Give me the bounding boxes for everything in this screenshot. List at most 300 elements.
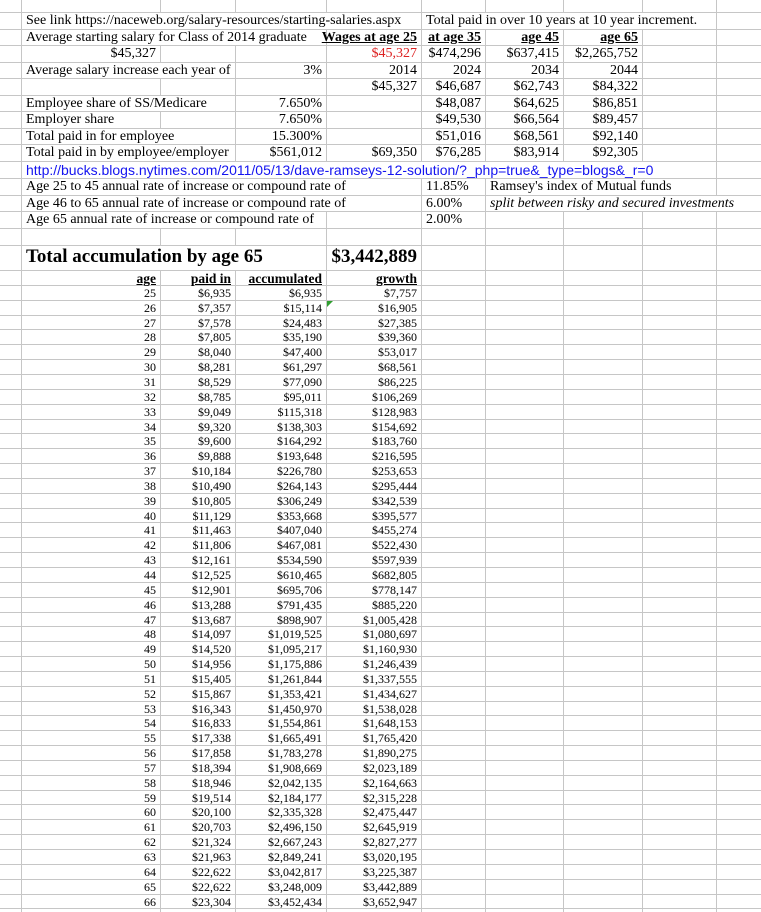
cell-growth[interactable]: $1,538,028 xyxy=(327,702,422,719)
cell-empty[interactable] xyxy=(327,129,422,146)
summary-total[interactable]: $3,442,889 xyxy=(327,246,422,270)
cell-growth[interactable]: $1,337,555 xyxy=(327,672,422,689)
cell-accumulated[interactable]: $115,318 xyxy=(236,405,327,422)
cell-paid-in[interactable]: $7,578 xyxy=(161,316,236,333)
cell-empty[interactable] xyxy=(643,79,717,96)
cell-growth[interactable]: $39,360 xyxy=(327,330,422,347)
cell-growth[interactable]: $295,444 xyxy=(327,479,422,496)
cell-empty[interactable] xyxy=(643,212,717,229)
cell-growth[interactable]: $1,890,275 xyxy=(327,746,422,763)
cell-paid-in[interactable]: $13,288 xyxy=(161,598,236,615)
cell-accumulated[interactable]: $306,249 xyxy=(236,494,327,511)
cell-empty[interactable] xyxy=(717,46,761,63)
cell-age[interactable]: 37 xyxy=(22,464,161,481)
col-header-paid-in[interactable]: paid in xyxy=(161,271,236,288)
cell-age[interactable]: 33 xyxy=(22,405,161,422)
cell-empty[interactable] xyxy=(0,162,22,180)
cell-age[interactable]: 62 xyxy=(22,835,161,852)
cell-salary-65[interactable]: $84,322 xyxy=(564,79,643,96)
cell-empty[interactable] xyxy=(0,46,22,63)
col-header-growth[interactable]: growth xyxy=(327,271,422,288)
cell-paid-in[interactable]: $12,161 xyxy=(161,553,236,570)
cell-total35[interactable]: $474,296 xyxy=(422,46,486,63)
cell-accumulated[interactable]: $2,042,135 xyxy=(236,776,327,793)
cell-age[interactable]: 59 xyxy=(22,791,161,808)
cell-growth[interactable]: $216,595 xyxy=(327,449,422,466)
cell-empty[interactable] xyxy=(643,895,717,912)
cell-growth[interactable]: $86,225 xyxy=(327,375,422,392)
cell-rate-46-65-label[interactable]: Age 46 to 65 annual rate of increase or compound rate of xyxy=(22,196,422,213)
cell-growth[interactable]: $778,147 xyxy=(327,583,422,600)
cell-accumulated[interactable]: $2,849,241 xyxy=(236,850,327,867)
cell-age[interactable]: 56 xyxy=(22,746,161,763)
cell-growth[interactable]: $183,760 xyxy=(327,434,422,451)
cell-age[interactable]: 64 xyxy=(22,865,161,882)
cell-growth[interactable]: $7,757 xyxy=(327,286,422,303)
cell-growth[interactable]: $2,315,228 xyxy=(327,791,422,808)
cell-age[interactable]: 61 xyxy=(22,820,161,837)
cell-growth[interactable]: $2,827,277 xyxy=(327,835,422,852)
cell-accumulated[interactable]: $353,668 xyxy=(236,509,327,526)
cell-age[interactable]: 44 xyxy=(22,568,161,585)
cell-accumulated[interactable]: $3,248,009 xyxy=(236,880,327,897)
cell-growth[interactable]: $1,005,428 xyxy=(327,613,422,630)
cell-empty[interactable] xyxy=(0,179,22,196)
cell-value[interactable]: $92,305 xyxy=(564,145,643,162)
cell-paid-in[interactable]: $8,529 xyxy=(161,375,236,392)
cell-age[interactable]: 34 xyxy=(22,420,161,437)
cell-employer-share-pct[interactable]: 7.650% xyxy=(236,112,327,129)
nytimes-link[interactable]: http://bucks.blogs.nytimes.com/2011/05/13/dave-ramseys-12-solution/?_php=true&_type=blogs&_r=0 xyxy=(22,162,717,180)
cell-accumulated[interactable]: $1,783,278 xyxy=(236,746,327,763)
cell-header-wages-at-25[interactable]: Wages at age 25 xyxy=(327,30,422,47)
cell-accumulated[interactable]: $1,450,970 xyxy=(236,702,327,719)
summary-title[interactable]: Total accumulation by age 65 xyxy=(22,246,327,270)
cell-start-salary[interactable]: $45,327 xyxy=(22,46,161,63)
cell-rate-25-45-label[interactable]: Age 25 to 45 annual rate of increase or compound rate of xyxy=(22,179,422,196)
cell-year-2014[interactable]: 2014 xyxy=(327,63,422,80)
cell-empty[interactable] xyxy=(22,79,161,96)
cell-empty[interactable] xyxy=(0,13,22,30)
cell-empty[interactable] xyxy=(717,229,761,245)
cell-value[interactable]: $66,564 xyxy=(486,112,564,129)
cell-rate-25-45-note[interactable]: Ramsey's index of Mutual funds xyxy=(486,179,717,196)
cell-value[interactable]: $68,561 xyxy=(486,129,564,146)
cell-value[interactable]: $76,285 xyxy=(422,145,486,162)
cell-accumulated[interactable]: $6,935 xyxy=(236,286,327,303)
cell-paid-in[interactable]: $10,805 xyxy=(161,494,236,511)
cell-paid-in[interactable]: $8,040 xyxy=(161,345,236,362)
cell-year-2044[interactable]: 2044 xyxy=(564,63,643,80)
cell-age[interactable]: 57 xyxy=(22,761,161,778)
cell-paid-in[interactable]: $9,049 xyxy=(161,405,236,422)
cell-paid-in[interactable]: $8,785 xyxy=(161,390,236,407)
cell-growth[interactable]: $1,648,153 xyxy=(327,716,422,733)
cell-rate-65-value[interactable]: 2.00% xyxy=(422,212,486,229)
cell-growth[interactable]: $3,652,947 xyxy=(327,895,422,912)
cell-salary-35[interactable]: $46,687 xyxy=(422,79,486,96)
cell-accumulated[interactable]: $2,496,150 xyxy=(236,820,327,837)
cell-total-paid-both-e[interactable]: $69,350 xyxy=(327,145,422,162)
cell-accumulated[interactable]: $1,353,421 xyxy=(236,687,327,704)
cell-growth[interactable]: $16,905 xyxy=(327,301,422,318)
cell-empty[interactable] xyxy=(717,30,761,47)
cell-total-paid-employee-pct[interactable]: 15.300% xyxy=(236,129,327,146)
cell-paid-in[interactable]: $9,888 xyxy=(161,449,236,466)
cell-paid-in[interactable]: $16,343 xyxy=(161,702,236,719)
cell-empty[interactable] xyxy=(0,196,22,213)
cell-avg-start-label[interactable]: Average starting salary for Class of 2014 graduate xyxy=(22,30,327,47)
col-header-age[interactable]: age xyxy=(22,271,161,288)
cell-header-at-age-35[interactable]: at age 35 xyxy=(422,30,486,47)
cell-growth[interactable]: $1,080,697 xyxy=(327,627,422,644)
cell-empty[interactable] xyxy=(564,229,643,245)
cell-empty[interactable] xyxy=(327,112,422,129)
cell-empty[interactable] xyxy=(564,246,643,270)
cell-age[interactable]: 29 xyxy=(22,345,161,362)
cell-accumulated[interactable]: $15,114 xyxy=(236,301,327,318)
cell-empty[interactable] xyxy=(486,212,564,229)
cell-accumulated[interactable]: $3,452,434 xyxy=(236,895,327,912)
cell-empty[interactable] xyxy=(236,0,327,12)
cell-paid-in[interactable]: $12,525 xyxy=(161,568,236,585)
cell-growth[interactable]: $682,805 xyxy=(327,568,422,585)
cell-empty[interactable] xyxy=(717,79,761,96)
cell-accumulated[interactable]: $791,435 xyxy=(236,598,327,615)
cell-empty[interactable] xyxy=(717,63,761,80)
cell-accumulated[interactable]: $95,011 xyxy=(236,390,327,407)
cell-empty[interactable] xyxy=(564,895,643,912)
cell-paid-in[interactable]: $13,687 xyxy=(161,613,236,630)
cell-accumulated[interactable]: $1,908,669 xyxy=(236,761,327,778)
cell-salary-45[interactable]: $62,743 xyxy=(486,79,564,96)
cell-accumulated[interactable]: $35,190 xyxy=(236,330,327,347)
cell-empty[interactable] xyxy=(236,79,327,96)
cell-year-2024[interactable]: 2024 xyxy=(422,63,486,80)
cell-age[interactable]: 63 xyxy=(22,850,161,867)
cell-empty[interactable] xyxy=(236,46,327,63)
cell-growth[interactable]: $68,561 xyxy=(327,360,422,377)
cell-empty[interactable] xyxy=(327,212,422,229)
cell-empty[interactable] xyxy=(0,79,22,96)
cell-growth[interactable]: $522,430 xyxy=(327,538,422,555)
cell-paid-in[interactable]: $17,858 xyxy=(161,746,236,763)
cell-accumulated[interactable]: $534,590 xyxy=(236,553,327,570)
cell-paid-in[interactable]: $14,956 xyxy=(161,657,236,674)
cell-empty[interactable] xyxy=(0,212,22,229)
cell-age[interactable]: 25 xyxy=(22,286,161,303)
cell-empty[interactable] xyxy=(0,0,22,12)
cell-salary-25[interactable]: $45,327 xyxy=(327,79,422,96)
cell-empty[interactable] xyxy=(717,112,761,129)
cell-paid-in[interactable]: $20,703 xyxy=(161,820,236,837)
cell-value[interactable]: $51,016 xyxy=(422,129,486,146)
cell-value[interactable]: $83,914 xyxy=(486,145,564,162)
cell-paid-in[interactable]: $18,946 xyxy=(161,776,236,793)
cell-accumulated[interactable]: $226,780 xyxy=(236,464,327,481)
cell-empty[interactable] xyxy=(486,0,564,12)
cell-age[interactable]: 50 xyxy=(22,657,161,674)
cell-age[interactable]: 43 xyxy=(22,553,161,570)
cell-age[interactable]: 60 xyxy=(22,805,161,822)
cell-age[interactable]: 30 xyxy=(22,360,161,377)
cell-age[interactable]: 38 xyxy=(22,479,161,496)
cell-accumulated[interactable]: $1,261,844 xyxy=(236,672,327,689)
cell-empty[interactable] xyxy=(564,212,643,229)
cell-wages25-value[interactable]: $45,327 xyxy=(327,46,422,63)
cell-growth[interactable]: $2,164,663 xyxy=(327,776,422,793)
cell-growth[interactable]: $2,023,189 xyxy=(327,761,422,778)
cell-accumulated[interactable]: $2,667,243 xyxy=(236,835,327,852)
cell-empty[interactable] xyxy=(717,96,761,113)
cell-employer-share-label[interactable]: Employer share xyxy=(22,112,161,129)
cell-empty[interactable] xyxy=(0,30,22,47)
cell-paid-in[interactable]: $11,129 xyxy=(161,509,236,526)
cell-growth[interactable]: $128,983 xyxy=(327,405,422,422)
cell-paid-in[interactable]: $15,405 xyxy=(161,672,236,689)
cell-year-2034[interactable]: 2034 xyxy=(486,63,564,80)
cell-growth[interactable]: $455,274 xyxy=(327,523,422,540)
cell-total-paid-both-label[interactable]: Total paid in by employee/employer xyxy=(22,145,236,162)
cell-age[interactable]: 53 xyxy=(22,702,161,719)
cell-total-paid-employee-label[interactable]: Total paid in for employee xyxy=(22,129,236,146)
cell-value[interactable]: $92,140 xyxy=(564,129,643,146)
cell-accumulated[interactable]: $138,303 xyxy=(236,420,327,437)
cell-empty[interactable] xyxy=(486,229,564,245)
cell-accumulated[interactable]: $164,292 xyxy=(236,434,327,451)
cell-age[interactable]: 32 xyxy=(22,390,161,407)
cell-paid-in[interactable]: $10,184 xyxy=(161,464,236,481)
cell-value[interactable]: $89,457 xyxy=(564,112,643,129)
cell-empty[interactable] xyxy=(0,895,22,912)
cell-total45[interactable]: $637,415 xyxy=(486,46,564,63)
cell-paid-in[interactable]: $6,935 xyxy=(161,286,236,303)
cell-age[interactable]: 54 xyxy=(22,716,161,733)
cell-age[interactable]: 40 xyxy=(22,509,161,526)
cell-growth[interactable]: $1,765,420 xyxy=(327,731,422,748)
cell-growth[interactable]: $253,653 xyxy=(327,464,422,481)
cell-age[interactable]: 39 xyxy=(22,494,161,511)
cell-growth[interactable]: $1,160,930 xyxy=(327,642,422,659)
cell-empty[interactable] xyxy=(643,46,717,63)
cell-see-link[interactable]: See link https://naceweb.org/salary-resources/starting-salaries.aspx xyxy=(22,13,422,30)
cell-empty[interactable] xyxy=(643,246,717,270)
cell-empty[interactable] xyxy=(643,96,717,113)
cell-value[interactable]: $48,087 xyxy=(422,96,486,113)
cell-increase-label[interactable]: Average salary increase each year of xyxy=(22,63,236,80)
cell-empty[interactable] xyxy=(486,895,564,912)
cell-paid-in[interactable]: $9,320 xyxy=(161,420,236,437)
cell-employee-share-pct[interactable]: 7.650% xyxy=(236,96,327,113)
cell-age[interactable]: 26 xyxy=(22,301,161,318)
cell-employee-share-label[interactable]: Employee share of SS/Medicare xyxy=(22,96,236,113)
cell-empty[interactable] xyxy=(486,246,564,270)
cell-accumulated[interactable]: $24,483 xyxy=(236,316,327,333)
cell-accumulated[interactable]: $2,184,177 xyxy=(236,791,327,808)
col-header-accumulated[interactable]: accumulated xyxy=(236,271,327,288)
cell-age[interactable]: 31 xyxy=(22,375,161,392)
cell-growth[interactable]: $885,220 xyxy=(327,598,422,615)
cell-empty[interactable] xyxy=(717,179,761,196)
cell-empty[interactable] xyxy=(717,162,761,180)
cell-paid-in[interactable]: $17,338 xyxy=(161,731,236,748)
cell-accumulated[interactable]: $1,019,525 xyxy=(236,627,327,644)
cell-paid-in[interactable]: $15,867 xyxy=(161,687,236,704)
cell-empty[interactable] xyxy=(161,229,236,245)
cell-accumulated[interactable]: $264,143 xyxy=(236,479,327,496)
cell-accumulated[interactable]: $1,175,886 xyxy=(236,657,327,674)
cell-total65[interactable]: $2,265,752 xyxy=(564,46,643,63)
cell-paid-in[interactable]: $11,463 xyxy=(161,523,236,540)
cell-value[interactable]: $86,851 xyxy=(564,96,643,113)
cell-paid-in[interactable]: $9,600 xyxy=(161,434,236,451)
cell-value[interactable]: $64,625 xyxy=(486,96,564,113)
cell-empty[interactable] xyxy=(717,145,761,162)
cell-empty[interactable] xyxy=(717,212,761,229)
cell-empty[interactable] xyxy=(161,46,236,63)
cell-growth[interactable]: $3,225,387 xyxy=(327,865,422,882)
cell-growth[interactable]: $3,442,889 xyxy=(327,880,422,897)
cell-age[interactable]: 52 xyxy=(22,687,161,704)
cell-empty[interactable] xyxy=(643,112,717,129)
cell-empty[interactable] xyxy=(0,229,22,245)
cell-empty[interactable] xyxy=(717,129,761,146)
cell-empty[interactable] xyxy=(422,229,486,245)
cell-accumulated[interactable]: $467,081 xyxy=(236,538,327,555)
cell-paid-in[interactable]: $8,281 xyxy=(161,360,236,377)
cell-paid-in[interactable]: $21,324 xyxy=(161,835,236,852)
cell-age[interactable]: 65 xyxy=(22,880,161,897)
cell-empty[interactable] xyxy=(327,229,422,245)
cell-rate-65-label[interactable]: Age 65 annual rate of increase or compound rate of xyxy=(22,212,327,229)
cell-paid-in[interactable]: $20,100 xyxy=(161,805,236,822)
cell-growth[interactable]: $27,385 xyxy=(327,316,422,333)
cell-empty[interactable] xyxy=(236,229,327,245)
cell-paid-in[interactable]: $11,806 xyxy=(161,538,236,555)
cell-paid-in[interactable]: $7,357 xyxy=(161,301,236,318)
cell-header-age-45[interactable]: age 45 xyxy=(486,30,564,47)
cell-rate-46-65-note[interactable]: split between risky and secured investments xyxy=(490,195,735,211)
cell-rate-25-45-value[interactable]: 11.85% xyxy=(422,179,486,196)
cell-header-age-65[interactable]: age 65 xyxy=(564,30,643,47)
cell-age[interactable]: 49 xyxy=(22,642,161,659)
cell-age[interactable]: 28 xyxy=(22,330,161,347)
cell-accumulated[interactable]: $61,297 xyxy=(236,360,327,377)
cell-age[interactable]: 42 xyxy=(22,538,161,555)
cell-age[interactable]: 58 xyxy=(22,776,161,793)
cell-paid-in[interactable]: $12,901 xyxy=(161,583,236,600)
cell-age[interactable]: 36 xyxy=(22,449,161,466)
cell-empty[interactable] xyxy=(161,112,236,129)
cell-accumulated[interactable]: $47,400 xyxy=(236,345,327,362)
cell-accumulated[interactable]: $1,665,491 xyxy=(236,731,327,748)
cell-empty[interactable] xyxy=(22,0,161,12)
cell-empty[interactable] xyxy=(422,895,486,912)
cell-empty[interactable] xyxy=(0,246,22,270)
cell-age[interactable]: 47 xyxy=(22,613,161,630)
cell-empty[interactable] xyxy=(643,229,717,245)
cell-empty[interactable] xyxy=(643,63,717,80)
cell-paid-in[interactable]: $18,394 xyxy=(161,761,236,778)
cell-accumulated[interactable]: $193,648 xyxy=(236,449,327,466)
cell-empty[interactable] xyxy=(717,246,761,270)
cell-empty[interactable] xyxy=(422,246,486,270)
cell-paid-in[interactable]: $14,520 xyxy=(161,642,236,659)
cell-paid-in[interactable]: $19,514 xyxy=(161,791,236,808)
cell-empty[interactable] xyxy=(0,129,22,146)
cell-empty[interactable] xyxy=(0,112,22,129)
cell-growth[interactable]: $395,577 xyxy=(327,509,422,526)
cell-empty[interactable] xyxy=(0,63,22,80)
cell-empty[interactable] xyxy=(564,0,643,12)
cell-accumulated[interactable]: $77,090 xyxy=(236,375,327,392)
cell-age[interactable]: 51 xyxy=(22,672,161,689)
cell-growth[interactable]: $1,246,439 xyxy=(327,657,422,674)
cell-total-paid-both-d[interactable]: $561,012 xyxy=(236,145,327,162)
cell-accumulated[interactable]: $610,465 xyxy=(236,568,327,585)
cell-paid-in[interactable]: $23,304 xyxy=(161,895,236,912)
cell-empty[interactable] xyxy=(643,0,717,12)
cell-accumulated[interactable]: $2,335,328 xyxy=(236,805,327,822)
cell-age[interactable]: 41 xyxy=(22,523,161,540)
cell-age[interactable]: 45 xyxy=(22,583,161,600)
cell-age[interactable]: 66 xyxy=(22,895,161,912)
cell-paid-in[interactable]: $7,805 xyxy=(161,330,236,347)
cell-growth[interactable]: $3,020,195 xyxy=(327,850,422,867)
cell-empty[interactable] xyxy=(327,0,422,12)
cell-growth[interactable]: $342,539 xyxy=(327,494,422,511)
cell-accumulated[interactable]: $3,042,817 xyxy=(236,865,327,882)
cell-empty[interactable] xyxy=(717,895,761,912)
cell-age[interactable]: 27 xyxy=(22,316,161,333)
cell-ten-year-note[interactable]: Total paid in over 10 years at 10 year increment. xyxy=(422,13,717,30)
cell-empty[interactable] xyxy=(161,79,236,96)
cell-growth[interactable]: $2,645,919 xyxy=(327,820,422,837)
cell-empty[interactable] xyxy=(161,0,236,12)
cell-paid-in[interactable]: $21,963 xyxy=(161,850,236,867)
cell-accumulated[interactable]: $1,095,217 xyxy=(236,642,327,659)
cell-empty[interactable] xyxy=(643,30,717,47)
cell-empty[interactable] xyxy=(0,145,22,162)
cell-accumulated[interactable]: $695,706 xyxy=(236,583,327,600)
cell-paid-in[interactable]: $10,490 xyxy=(161,479,236,496)
cell-growth[interactable]: $53,017 xyxy=(327,345,422,362)
cell-paid-in[interactable]: $14,097 xyxy=(161,627,236,644)
cell-empty[interactable] xyxy=(22,229,161,245)
cell-paid-in[interactable]: $16,833 xyxy=(161,716,236,733)
cell-age[interactable]: 46 xyxy=(22,598,161,615)
cell-accumulated[interactable]: $898,907 xyxy=(236,613,327,630)
cell-rate-46-65-value[interactable]: 6.00% xyxy=(422,196,486,213)
cell-empty[interactable] xyxy=(643,145,717,162)
cell-paid-in[interactable]: $22,622 xyxy=(161,865,236,882)
cell-age[interactable]: 55 xyxy=(22,731,161,748)
cell-value[interactable]: $49,530 xyxy=(422,112,486,129)
cell-growth[interactable]: $106,269 xyxy=(327,390,422,407)
cell-accumulated[interactable]: $1,554,861 xyxy=(236,716,327,733)
cell-empty[interactable] xyxy=(327,96,422,113)
cell-growth[interactable]: $154,692 xyxy=(327,420,422,437)
cell-growth[interactable]: $2,475,447 xyxy=(327,805,422,822)
cell-age[interactable]: 35 xyxy=(22,434,161,451)
cell-empty[interactable] xyxy=(717,0,761,12)
cell-accumulated[interactable]: $407,040 xyxy=(236,523,327,540)
cell-growth[interactable]: $1,434,627 xyxy=(327,687,422,704)
cell-empty[interactable] xyxy=(0,96,22,113)
cell-empty[interactable] xyxy=(643,129,717,146)
cell-age[interactable]: 48 xyxy=(22,627,161,644)
cell-empty[interactable] xyxy=(422,0,486,12)
